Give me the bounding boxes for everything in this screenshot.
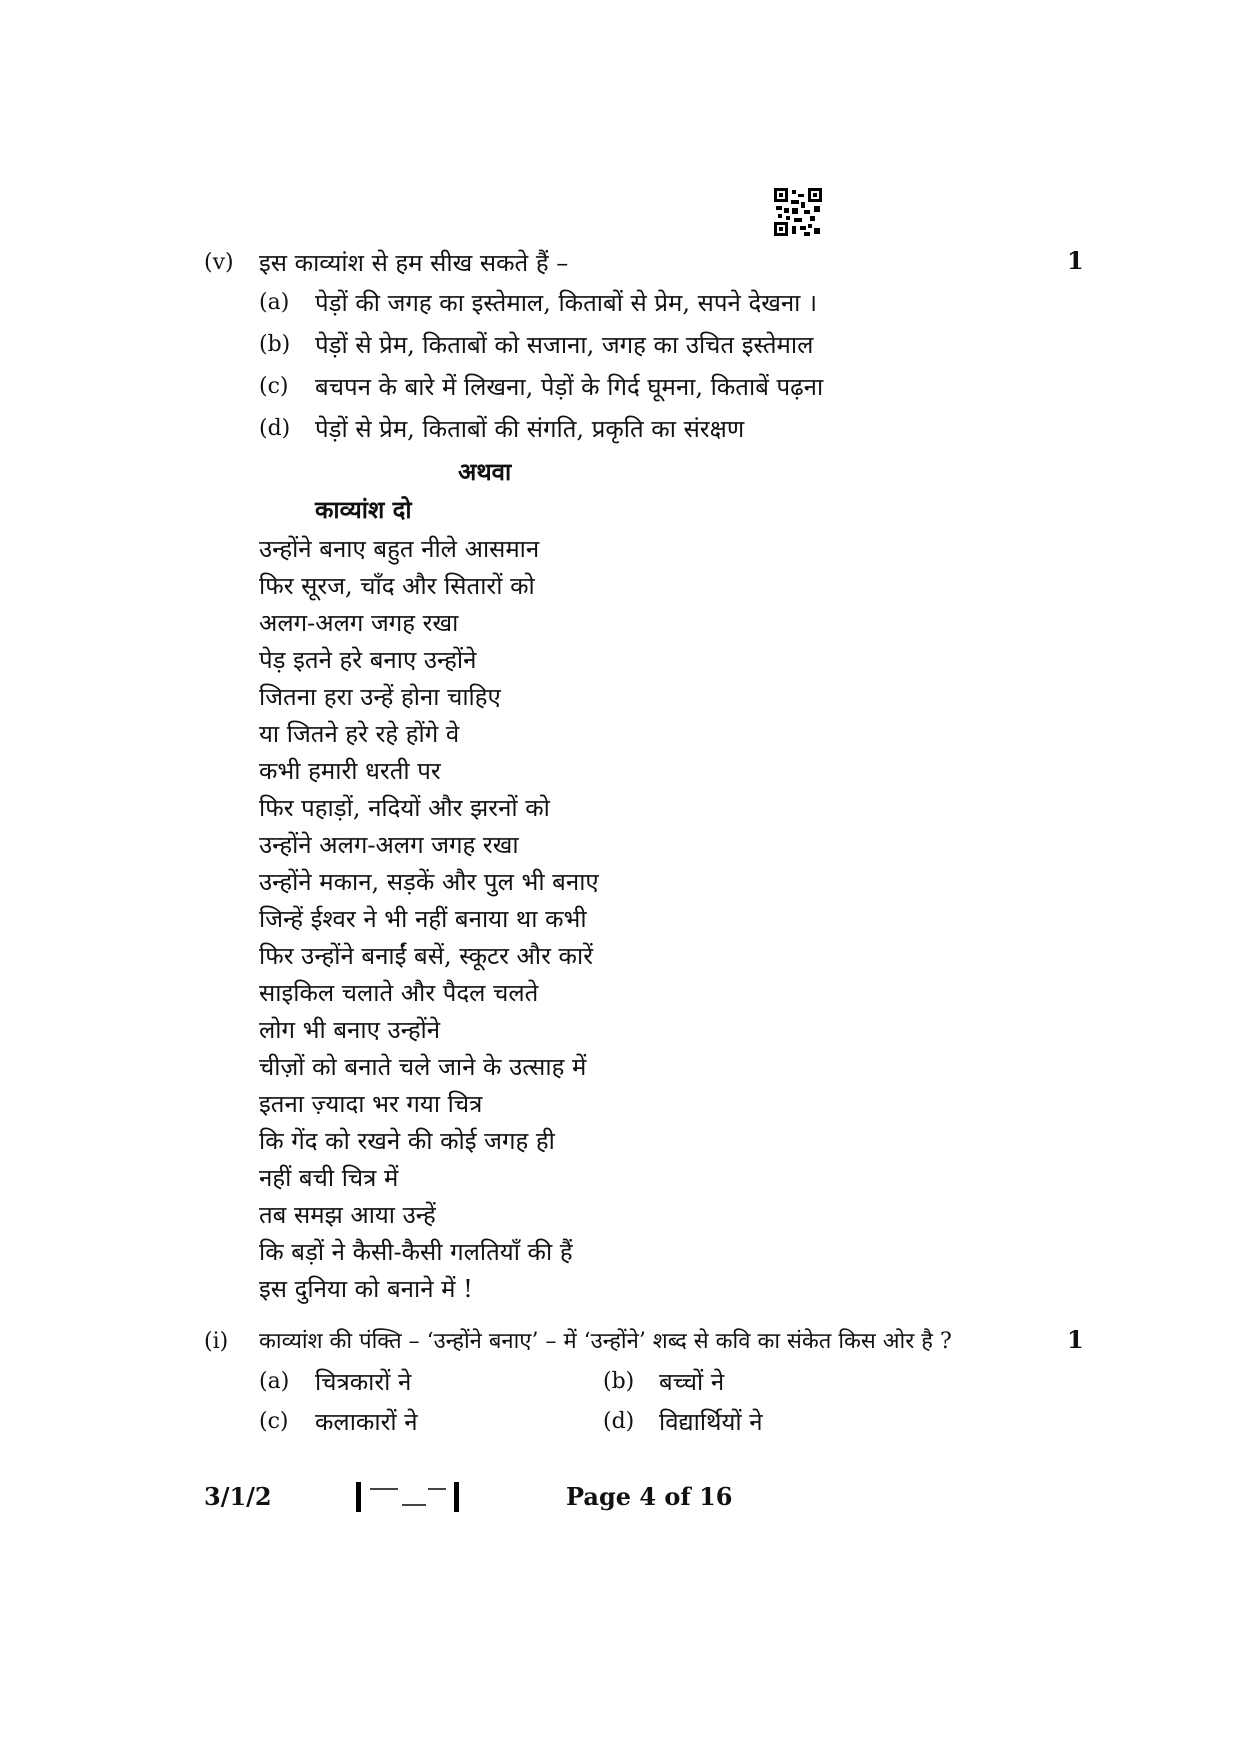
option-text: चित्रकारों ने (315, 1368, 412, 1396)
or-heading: अथवा (458, 457, 512, 486)
poem-title: काव्यांश दो (315, 495, 412, 524)
option-text: पेड़ों से प्रेम, किताबों की संगति, प्रकृति का संरक्षण (315, 415, 745, 443)
question-v-text: इस काव्यांश से हम सीख सकते हैं – (259, 249, 569, 277)
poem-line: फिर पहाड़ों, नदियों और झरनों को (259, 794, 550, 822)
poem-line: नहीं बची चित्र में (259, 1164, 399, 1192)
option-label: (a) (259, 290, 290, 315)
poem-line: तब समझ आया उन्हें (259, 1201, 436, 1229)
option-text: बचपन के बारे में लिखना, पेड़ों के गिर्द घूमना, किताबें पढ़ना (315, 373, 824, 401)
poem-line: जितना हरा उन्हें होना चाहिए (259, 683, 501, 711)
poem-line: इस दुनिया को बनाने में ! (259, 1275, 473, 1303)
option-text: बच्चों ने (659, 1368, 725, 1396)
poem-line: पेड़ इतने हरे बनाए उन्होंने (259, 646, 477, 674)
poem-line: कि बड़ों ने कैसी-कैसी गलतियाँ की हैं (259, 1238, 573, 1266)
poem-line: फिर सूरज, चाँद और सितारों को (259, 572, 535, 600)
poem-line: इतना ज़्यादा भर गया चित्र (259, 1090, 483, 1118)
page-number: Page 4 of 16 (566, 1482, 733, 1511)
poem-line: जिन्हें ईश्वर ने भी नहीं बनाया था कभी (259, 905, 587, 933)
poem-line: उन्होंने मकान, सड़कें और पुल भी बनाए (259, 868, 599, 896)
poem-line: उन्होंने बनाए बहुत नीले आसमान (259, 535, 540, 563)
option-label: (d) (259, 416, 291, 441)
option-label: (d) (603, 1409, 635, 1434)
question-i-text: काव्यांश की पंक्ति – ‘उन्होंने बनाए’ – में ‘उन्होंने’ शब्द से कवि का संकेत किस ओर है ? (259, 1329, 952, 1354)
poem-line: चीज़ों को बनाते चले जाने के उत्साह में (259, 1053, 587, 1081)
question-i-number: (i) (204, 1329, 229, 1354)
poem-line: कि गेंद को रखने की कोई जगह ही (259, 1127, 555, 1155)
poem-line: या जितने हरे रहे होंगे वे (259, 720, 460, 748)
poem-line: अलग-अलग जगह रखा (259, 609, 459, 637)
option-label: (c) (259, 1409, 289, 1434)
question-v-number: (v) (204, 250, 234, 275)
option-label: (c) (259, 374, 289, 399)
option-text: पेड़ों से प्रेम, किताबों को सजाना, जगह का उचित इस्तेमाल (315, 331, 814, 359)
option-label: (b) (259, 332, 291, 357)
poem-line: लोग भी बनाए उन्होंने (259, 1016, 441, 1044)
poem-line: फिर उन्होंने बनाईं बसें, स्कूटर और कारें (259, 942, 594, 970)
option-text: विद्यार्थियों ने (659, 1408, 763, 1436)
option-label: (b) (603, 1369, 635, 1394)
poem-line: साइकिल चलाते और पैदल चलते (259, 979, 539, 1007)
barcode (356, 1482, 460, 1512)
question-v-marks: 1 (1067, 246, 1084, 275)
qr-code (774, 188, 822, 236)
paper-code: 3/1/2 (204, 1482, 272, 1511)
option-label: (a) (259, 1369, 290, 1394)
question-i-marks: 1 (1067, 1325, 1084, 1354)
option-text: पेड़ों की जगह का इस्तेमाल, किताबों से प्रेम, सपने देखना । (315, 289, 818, 317)
poem-line: कभी हमारी धरती पर (259, 757, 441, 785)
option-text: कलाकारों ने (315, 1408, 418, 1436)
poem-line: उन्होंने अलग-अलग जगह रखा (259, 831, 519, 859)
